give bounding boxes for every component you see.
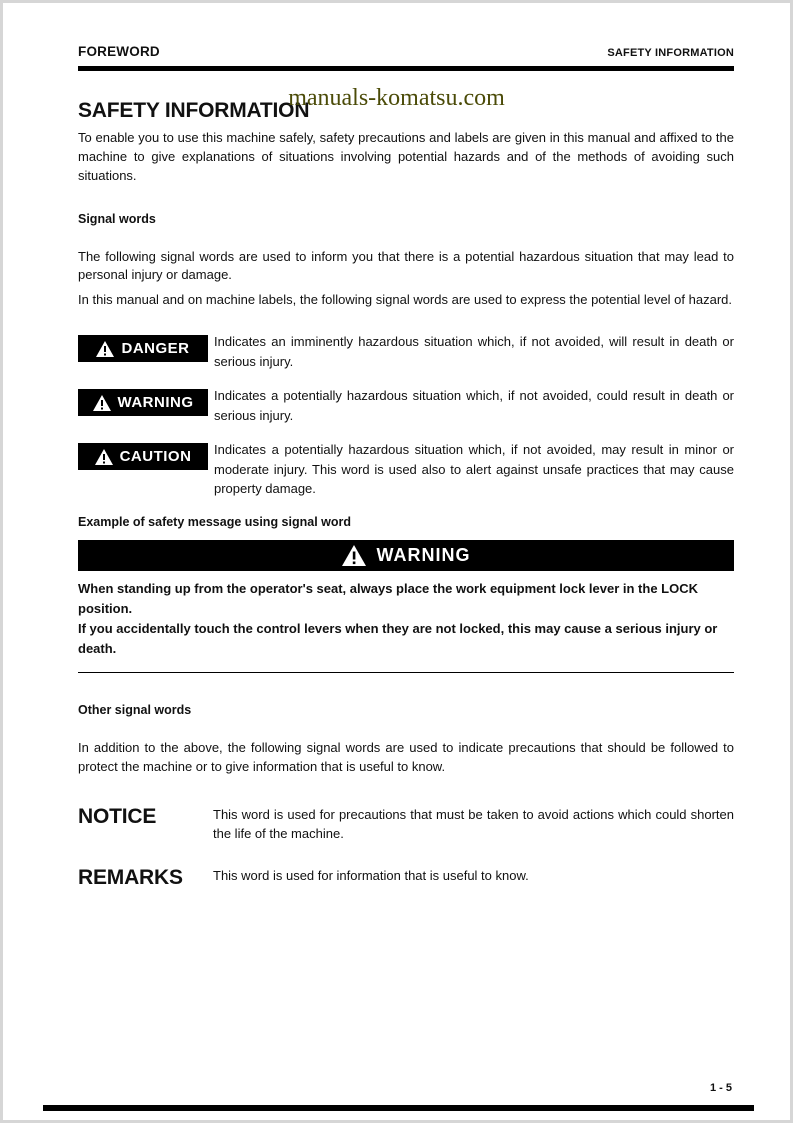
header-chapter: FOREWORD: [78, 44, 160, 59]
caution-badge: [78, 443, 208, 470]
warning-banner-label: WARNING: [376, 544, 471, 565]
warning-badge-label: WARNING: [117, 394, 194, 412]
signal-row-warning: [78, 386, 734, 425]
watermark: manuals-komatsu.com: [288, 85, 505, 111]
warning-triangle-icon: [95, 449, 113, 465]
other-signal-words-heading: Other signal words: [78, 703, 192, 718]
signal-words-paragraph-1: The following signal words are used to inform you that there is a potential hazardous situation that may lead to personal injury or damage.: [78, 248, 734, 283]
example-message: [78, 579, 734, 660]
remarks-label: REMARKS: [78, 865, 183, 889]
warning-badge: [78, 389, 208, 416]
header-rule: [78, 66, 734, 71]
remarks-description: This word is used for information that is useful to know.: [213, 867, 529, 883]
other-signal-words-paragraph: In addition to the above, the following signal words are used to indicate precautions that should be followed to protect the machine or to give information that is useful to know.: [78, 740, 734, 774]
notice-label: NOTICE: [78, 804, 157, 828]
remarks-row: [78, 866, 734, 890]
danger-badge-label: DANGER: [121, 340, 190, 358]
warning-description: Indicates a potentially hazardous situation which, if not avoided, could result in death or serious injury.: [214, 388, 734, 423]
page-header: [78, 44, 734, 59]
example-heading: Example of safety message using signal word: [78, 514, 352, 529]
notice-row: [78, 805, 734, 844]
header-section: SAFETY INFORMATION: [607, 47, 734, 59]
caution-description: Indicates a potentially hazardous situation which, if not avoided, may result in minor or moderate injury. This word is used also to alert against unsafe practices that may cause property damage.: [214, 442, 734, 497]
notice-description: This word is used for precautions that must be taken to avoid actions which could shorten the life of the machine.: [213, 806, 734, 842]
warning-triangle-icon: [342, 545, 366, 566]
signal-word-list: [78, 332, 734, 499]
separator-rule: [78, 672, 734, 673]
danger-description: Indicates an imminently hazardous situation which, if not avoided, will result in death or serious injury.: [214, 334, 734, 369]
warning-banner: [78, 540, 734, 571]
caution-badge-label: CAUTION: [119, 448, 192, 466]
signal-words-paragraph-2: In this manual and on machine labels, the following signal words are used to express the potential level of hazard.: [78, 292, 732, 308]
intro-paragraph: To enable you to use this machine safely, safety precautions and labels are given in this manual and affixed to the machine to give explanations of situations involving potential hazards and of the methods of avoiding such situations.: [78, 130, 734, 183]
warning-triangle-icon: [93, 395, 111, 411]
page-number: 1 - 5: [709, 1082, 732, 1094]
example-line-1: When standing up from the operator's seat, always place the work equipment lock lever in the LOCK position.: [78, 580, 698, 616]
signal-row-caution: [78, 440, 734, 499]
footer-rule: [43, 1105, 754, 1111]
signal-row-danger: [78, 332, 734, 371]
example-line-2: If you accidentally touch the control levers when they are not locked, this may cause a serious injury or death.: [78, 620, 718, 656]
warning-triangle-icon: [96, 341, 114, 357]
danger-badge: [78, 335, 208, 362]
signal-words-heading: Signal words: [78, 211, 156, 226]
page-title: SAFETY INFORMATION: [78, 99, 310, 122]
